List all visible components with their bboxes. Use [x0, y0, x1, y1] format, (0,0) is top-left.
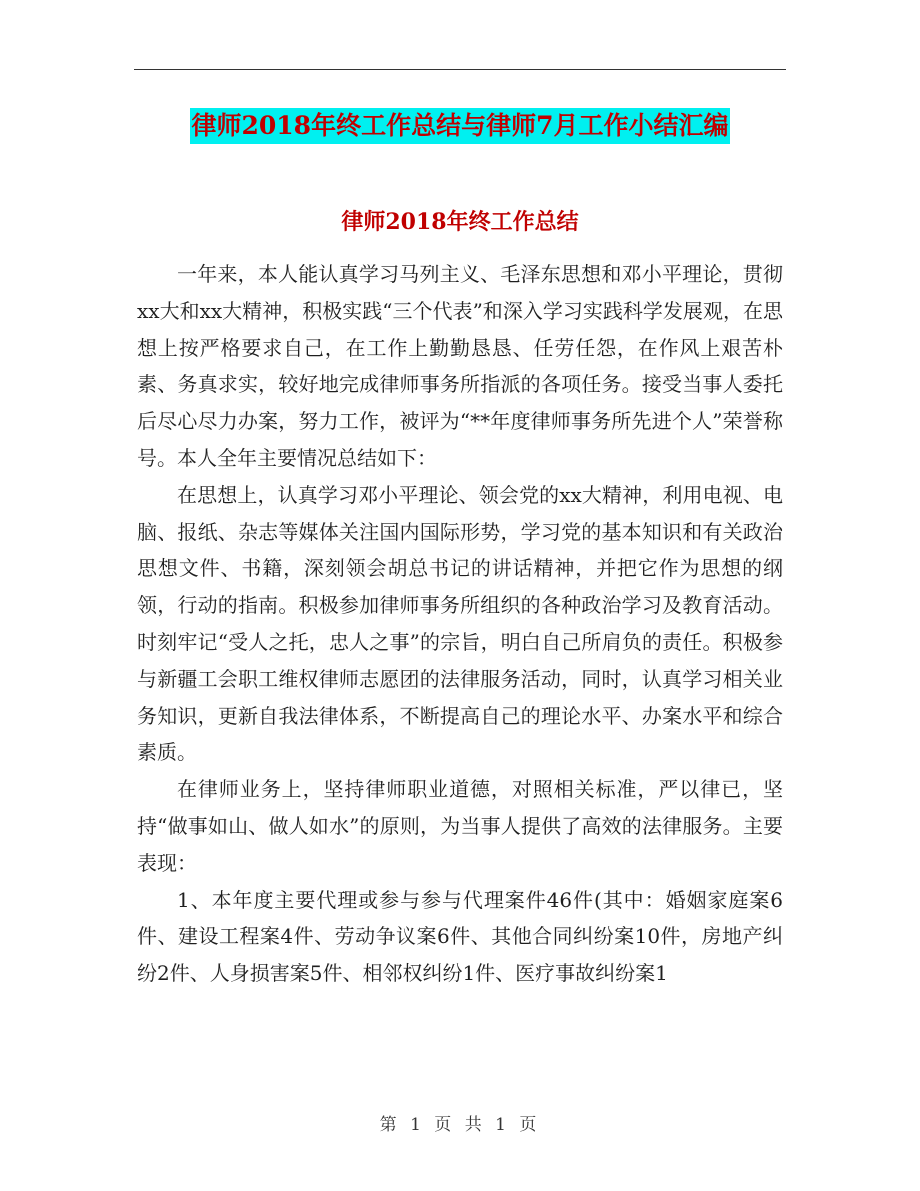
header-rule	[134, 69, 786, 70]
section-title: 律师2018年终工作总结	[341, 209, 579, 235]
main-title: 律师2018年终工作总结与律师7月工作小结汇编	[190, 108, 731, 144]
paragraph-cases: 1、本年度主要代理或参与参与代理案件46件(其中：婚姻家庭案6件、建设工程案4件、劳动争议案6件、其他合同纠纷案10件，房地产纠纷2件、人身损害案5件、相邻权纠纷1件、医疗事故纠纷案1	[137, 887, 783, 986]
main-title-container	[0, 108, 920, 144]
paragraph-thought: 在思想上，认真学习邓小平理论、领会党的xx大精神，利用电视、电脑、报纸、杂志等媒体关注国内国际形势，学习党的基本知识和有关政治思想文件、书籍，深刻领会胡总书记的讲话精神，并把它作为思想的纲领，行动的指南。积极参加律师事务所组织的各种政治学习及教育活动。时刻牢记“受人之托，忠人之事”的宗旨，明白自己所肩负的责任。积极参与新疆工会职工维权律师志愿团的法律服务活动，同时，认真学习相关业务知识，更新自我法律体系，不断提高自己的理论水平、办案水平和综合素质。	[137, 482, 783, 765]
document-body	[137, 256, 783, 992]
page-footer: 第 1 页 共 1 页	[379, 1115, 541, 1135]
paragraph-business: 在律师业务上，坚持律师职业道德，对照相关标准，严以律已，坚持“做事如山、做人如水”的原则，为当事人提供了高效的法律服务。主要表现：	[137, 777, 783, 875]
paragraph-intro: 一年来，本人能认真学习马列主义、毛泽东思想和邓小平理论，贯彻xx大和xx大精神，积极实践“三个代表”和深入学习实践科学发展观，在思想上按严格要求自己，在工作上勤勤恳恳、任劳任怨，在作风上艰苦朴素、务真求实，较好地完成律师事务所指派的各项任务。接受当事人委托后尽心尽力办案，努力工作，被评为“**年度律师事务所先进个人”荣誉称号。本人全年主要情况总结如下：	[137, 262, 783, 470]
